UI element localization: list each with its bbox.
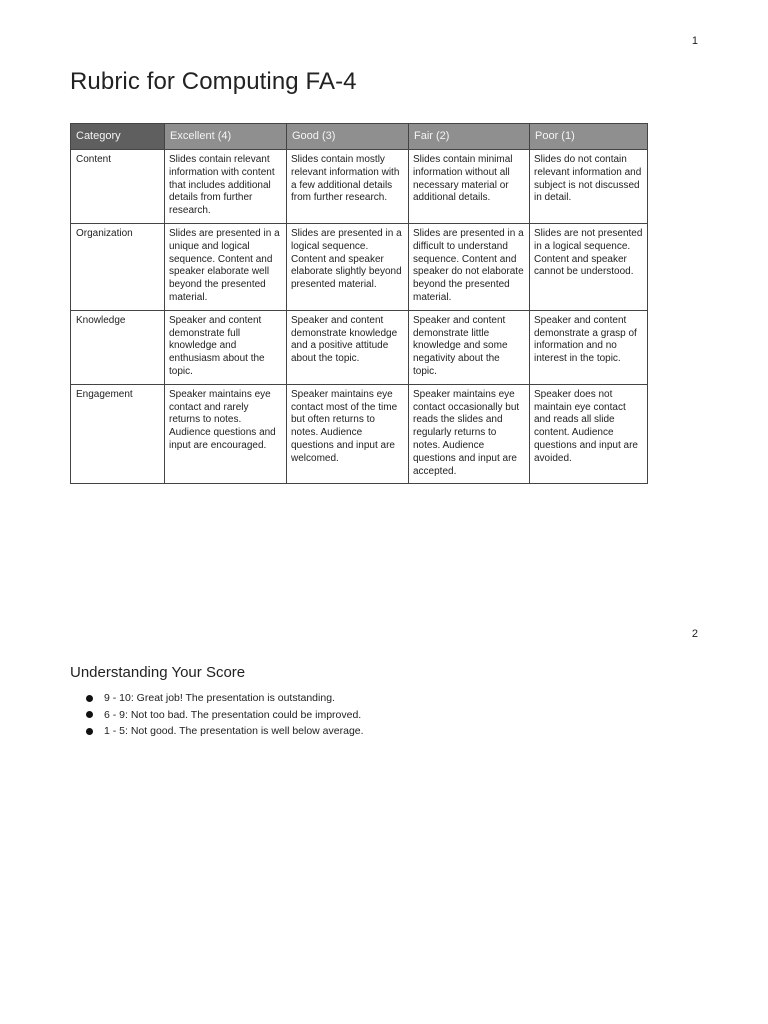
score-section-heading: Understanding Your Score [70, 664, 246, 681]
list-item [86, 707, 364, 724]
table-row [71, 384, 648, 484]
row-category: Engagement [71, 384, 165, 484]
row-category: Knowledge [71, 310, 165, 384]
list-item-text: 9 - 10: Great job! The presentation is outstanding. [104, 692, 335, 704]
table-row [71, 150, 648, 224]
cell-good: Speaker maintains eye contact most of the time but often returns to notes. Audience questions and input are welcomed. [287, 384, 409, 484]
header-poor: Poor (1) [530, 124, 648, 150]
bullet-icon [86, 711, 93, 718]
page-number: 2 [691, 628, 698, 640]
header-category: Category [71, 124, 165, 150]
cell-excellent: Slides are presented in a unique and logical sequence. Content and speaker elaborate well beyond the presented material. [165, 223, 287, 310]
cell-fair: Slides are presented in a difficult to understand sequence. Content and speaker do not elaborate beyond the presented material. [409, 223, 530, 310]
cell-fair: Speaker and content demonstrate little knowledge and some negativity about the topic. [409, 310, 530, 384]
row-category: Organization [71, 223, 165, 310]
header-fair: Fair (2) [409, 124, 530, 150]
cell-poor: Speaker and content demonstrate a grasp of information and no interest in the topic. [530, 310, 648, 384]
page-number: 1 [691, 35, 698, 47]
row-category: Content [71, 150, 165, 224]
bullet-icon [86, 728, 93, 735]
document-title: Rubric for Computing FA-4 [70, 68, 357, 95]
cell-fair: Slides contain minimal information without all necessary material or additional details. [409, 150, 530, 224]
cell-good: Speaker and content demonstrate knowledge and a positive attitude about the topic. [287, 310, 409, 384]
cell-good: Slides contain mostly relevant information with a few additional details from further research. [287, 150, 409, 224]
cell-excellent: Slides contain relevant information with content that includes additional details from further research. [165, 150, 287, 224]
list-item-text: 1 - 5: Not good. The presentation is well below average. [104, 725, 364, 737]
cell-poor: Slides are not presented in a logical sequence. Content and speaker cannot be understood. [530, 223, 648, 310]
header-good: Good (3) [287, 124, 409, 150]
list-item [86, 723, 364, 740]
header-excellent: Excellent (4) [165, 124, 287, 150]
cell-excellent: Speaker maintains eye contact and rarely returns to notes. Audience questions and input are encouraged. [165, 384, 287, 484]
list-item [86, 690, 364, 707]
cell-poor: Speaker does not maintain eye contact and reads all slide content. Audience questions and input are avoided. [530, 384, 648, 484]
bullet-icon [86, 695, 93, 702]
rubric-header-row [71, 124, 648, 150]
cell-fair: Speaker maintains eye contact occasionally but reads the slides and regularly returns to notes. Audience questions and input are accepted. [409, 384, 530, 484]
cell-poor: Slides do not contain relevant information and subject is not discussed in detail. [530, 150, 648, 224]
table-row [71, 223, 648, 310]
cell-good: Slides are presented in a logical sequence. Content and speaker elaborate slightly beyond presented material. [287, 223, 409, 310]
list-item-text: 6 - 9: Not too bad. The presentation could be improved. [104, 708, 362, 721]
table-row [71, 310, 648, 384]
cell-excellent: Speaker and content demonstrate full knowledge and enthusiasm about the topic. [165, 310, 287, 384]
score-list [86, 690, 364, 740]
rubric-table [70, 123, 648, 484]
